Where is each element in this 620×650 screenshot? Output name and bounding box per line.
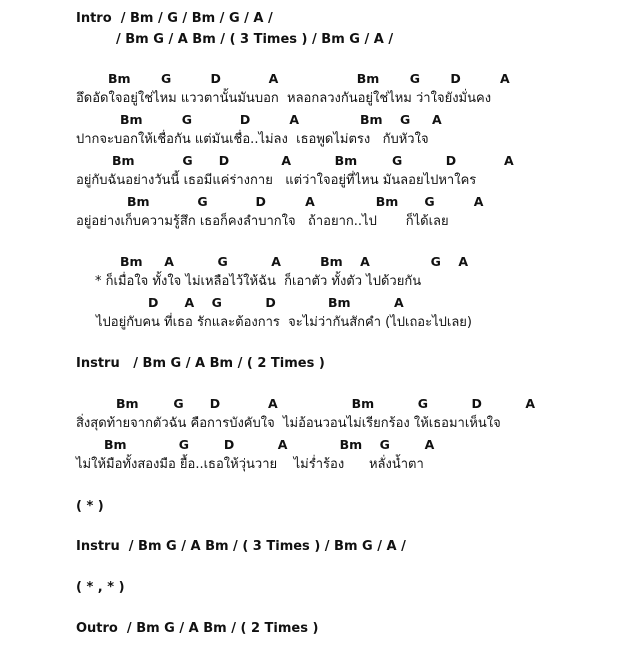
chorus-chords-1: Bm A G A Bm A G A [120,254,469,269]
chorus-chords-2: D A G D Bm A [148,295,404,310]
verse1-chords-2: Bm G D A Bm G A [120,112,442,127]
verse1-lyric-4: อยู่อย่างเก็บความรู้สึก เธอก็คงลำบากใจ ถ้าอยาก..ไป ก็ได้เลย [76,214,449,229]
outro-line: Outro / Bm G / A Bm / ( 2 Times ) [76,621,319,636]
intro-line: Intro / Bm / G / Bm / G / A / [76,11,273,26]
chorus-reference-1: ( * ) [76,499,104,514]
verse2-lyric-1: สิ่งสุดท้ายจากตัวฉัน คือการบังคับใจ ไม่อ้อนวอนไม่เรียกร้อง ให้เธอมาเห็นใจ [76,416,501,431]
verse1-chords-4: Bm G D A Bm G A [127,194,484,209]
verse1-chords-1: Bm G D A Bm G D A [108,71,510,86]
verse1-chords-3: Bm G D A Bm G D A [112,153,514,168]
verse2-chords-1: Bm G D A Bm G D A [116,396,536,411]
chorus-lyric-1: * ก็เมื่อใจ ทั้งใจ ไม่เหลือไว้ให้ฉัน ก็เอาตัว ทั้งตัว ไปด้วยกัน [95,274,422,289]
verse1-lyric-3: อยู่กับฉันอย่างวันนี้ เธอมีแค่ร่างกาย แต่ว่าใจอยู่ที่ไหน มันลอยไปหาใคร [76,173,477,188]
verse2-chords-2: Bm G D A Bm G A [104,437,435,452]
chorus-reference-2: ( * , * ) [76,580,125,595]
intro-line-continued: / Bm G / A Bm / ( 3 Times ) / Bm G / A / [116,32,394,47]
verse2-lyric-2: ไม่ให้มือทั้งสองมือ ยื้อ..เธอให้วุ่นวาย ไม่ร่ำร้อง หลั่งน้ำตา [76,457,424,472]
verse1-lyric-1: อึดอัดใจอยู่ใช่ไหม แววตานั้นมันบอก หลอกลวงกันอยู่ใช่ไหม ว่าใจยังมั่นคง [76,91,492,106]
chorus-lyric-2: ไปอยู่กับคน ที่เธอ รักและต้องการ จะไม่ว่ากันสักคำ (ไปเถอะไปเลย) [96,315,472,330]
instrumental-line-2: Instru / Bm G / A Bm / ( 3 Times ) / Bm G / A / [76,539,406,554]
instrumental-line-1: Instru / Bm G / A Bm / ( 2 Times ) [76,356,325,371]
verse1-lyric-2: ปากจะบอกให้เชื่อกัน แต่มันเชื่อ..ไม่ลง เธอพูดไม่ตรง กับหัวใจ [76,132,429,147]
